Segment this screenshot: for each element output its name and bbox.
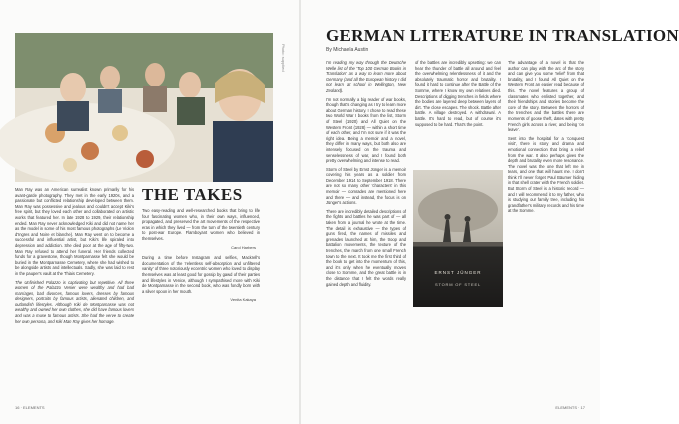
paragraph: The Unfinished Palazzo is captivating but repetitive. All three women of the Palazzo Venier were wealthy and had bad marriages, bad divorces, famous lovers, dresses by famous designers, portraits by famous artists, alienated children, and outlandish lifestyles. Although Kiki de Montparnasse was not wealthy and owned her own clothes, she did have famous lovers and was a muse to famous artists. She had the verve to create her own persona, and Kiki Man Ray gives her homage. (15, 279, 134, 324)
paragraph: Two easy-reading and well-researched books that bring to life four fascinating women who, in their own ways, influenced, propagated, and preserved the art movements of the respective eras in which they lived — from the turn of the twentieth century to post-war Europe. Flamboyant women who believed in themselves. (142, 208, 260, 241)
paragraph: The advantage of a novel is that the author can play with the arc of the story and can give you some 'relief' from that brutality, and I found All Quiet on the Western Front an easier read because of this. The novel features a group of classmates who enlisted together, and their friendships and stories become the core of the story. Between the horrors of the trenches and the battles there are moments of goose theft, dates with pretty French girls across a river, and being 'on leave'. (508, 60, 584, 133)
page-gutter (299, 0, 301, 424)
review-byline: Venita Kakaya (230, 297, 256, 303)
paragraph: I'm reading my way through the Deutsche Welle list of the 'Top 100 German Books in Translation' as a way to learn more about Germany (and all the European history I did not learn at school in Wellington, New Zealand). (326, 60, 406, 93)
paragraph: Man Ray was an American surrealist known primarily for his avant-garde photography. They met in the early 1920s, and a passionate but conflicted relationship developed between them. Man Ray was possessive and jealous and couldn't accept Kiki's free spirit, but they loved each other and collaborated on artistic works that featured her. In late 1928 to 1929, their relationship ended. Man Ray never acknowledged Kiki and did not name her as the model in some of his most famous photographs (Le Violon d'Ingres and Noire et blanche). Man Ray went on to become a successful and influential artist, but Kiki's life spiraled into depression and addiction. She died poor at the age of fifty-two. Man Ray refused to attend her funeral. Her friends collected funds for a gravestone, though Montparnasse felt she would be buried in the Montparnasse Cemetery, where she had wished to be alongside artists and intellectuals. Sadly, she was laid to rest in the pauper's vault at the Thiais Cemetery. (15, 187, 134, 276)
page-number: ELEMENTS · 17 (555, 405, 585, 410)
right-column-3 (508, 60, 584, 392)
group-selfie-photo (15, 33, 273, 182)
book-title: STORM OF STEEL (434, 282, 482, 287)
paragraph: of the battles are incredibly upsetting: we can hear the thunder of battle all around and feel the overwhelming relentlessness of it and the absolutely traumatic horror and brutality. I found it hard to continue after the Battle of the Somme, where I know my own relatives died. Descriptions of digging trenches in fields where the bodies are layered deep between layers of dirt. The close escapes. The shock. Battle after battle. A village destroyed. A withdrawal. A battle. It's hard to read, but of course it's supposed to be hard. That's the point. (415, 60, 501, 127)
paragraph: Storm of Steel by Ernst Jünger is a memoir covering his years as a soldier from December 1914 to September 1918. There are not so many other 'characters' in this memoir — comrades are mentioned here and there — and instead, the focus is on Jünger's actions. (326, 166, 406, 206)
review-byline: Carol Harbers (231, 244, 256, 250)
article-title: GERMAN LITERATURE IN TRANSLATION (326, 26, 679, 45)
paragraph: Sent into the hospital for a 'conquest visit', there is story and drama and emotional connection that bring a relief from the war. It also perhaps gives the depth and brutality even more resonance. The novel was the one that left me in tears, and one that will haunt me. I don't think I'll never forget Paul Bäumer hiding in that shell crater with the French soldier. But Storm of Steel is a historic record — and I will recommend it to my father, who is studying our family tree, including his grandfather's military records and his time at the Somme. (508, 135, 584, 214)
book-cover-image (413, 170, 503, 307)
paragraph: I'm not normally a big reader of war books, though that's changing as I try to learn more about German history. I chose to read these two World War I books from the list, Storm of Steel (1920) and All Quiet on the Western Front (1928) — within a short time of each other, and I'm not sure if it was the right idea. Being a memoir and a novel, they differ in many ways, but both also are intensely focused on the trauma and senselessness of war, and I found both pretty overwhelming and intense to read. (326, 96, 406, 164)
paragraph: There are incredibly detailed descriptions of the fights and battles he was part of — all taken from a journal he wrote at the time. The detail is exhaustive — the types of guns fired, the names of missiles and grenades launched at him, the troop and battalion movements, the texture of the trenches, the march from one small French town to the next. It took me the first third of the book to get into the momentum of this, and it's only when he eventually moves close to Somme, and the great battle is in the distance that I felt the words really gained depth and fluidity. (326, 208, 406, 287)
right-column-1 (326, 60, 406, 392)
left-column-1 (15, 187, 134, 392)
photo-credit: Photo: supplied (281, 44, 286, 72)
page-number: 16 · ELEMENTS (15, 405, 45, 410)
left-column-2 (142, 208, 260, 392)
article-byline: By Michaela Austin (326, 47, 369, 53)
book-author: ERNST JÜNGER (434, 270, 482, 275)
photo-illustration (15, 33, 273, 182)
section-heading: THE TAKES (142, 185, 243, 204)
paragraph: During a time before Instagram and selfies, Mackrell's documentation of the 'relentless self-absorption and unfiltered vanity' of three notoriously eccentric women who loved to display themselves was at least good for gossip by gawd of their parties and lifestyles in Venice, although I sympathised more with Kiki de Montparnasse in the second book, who was fondly born with a silver spoon in her mouth. (142, 255, 260, 294)
